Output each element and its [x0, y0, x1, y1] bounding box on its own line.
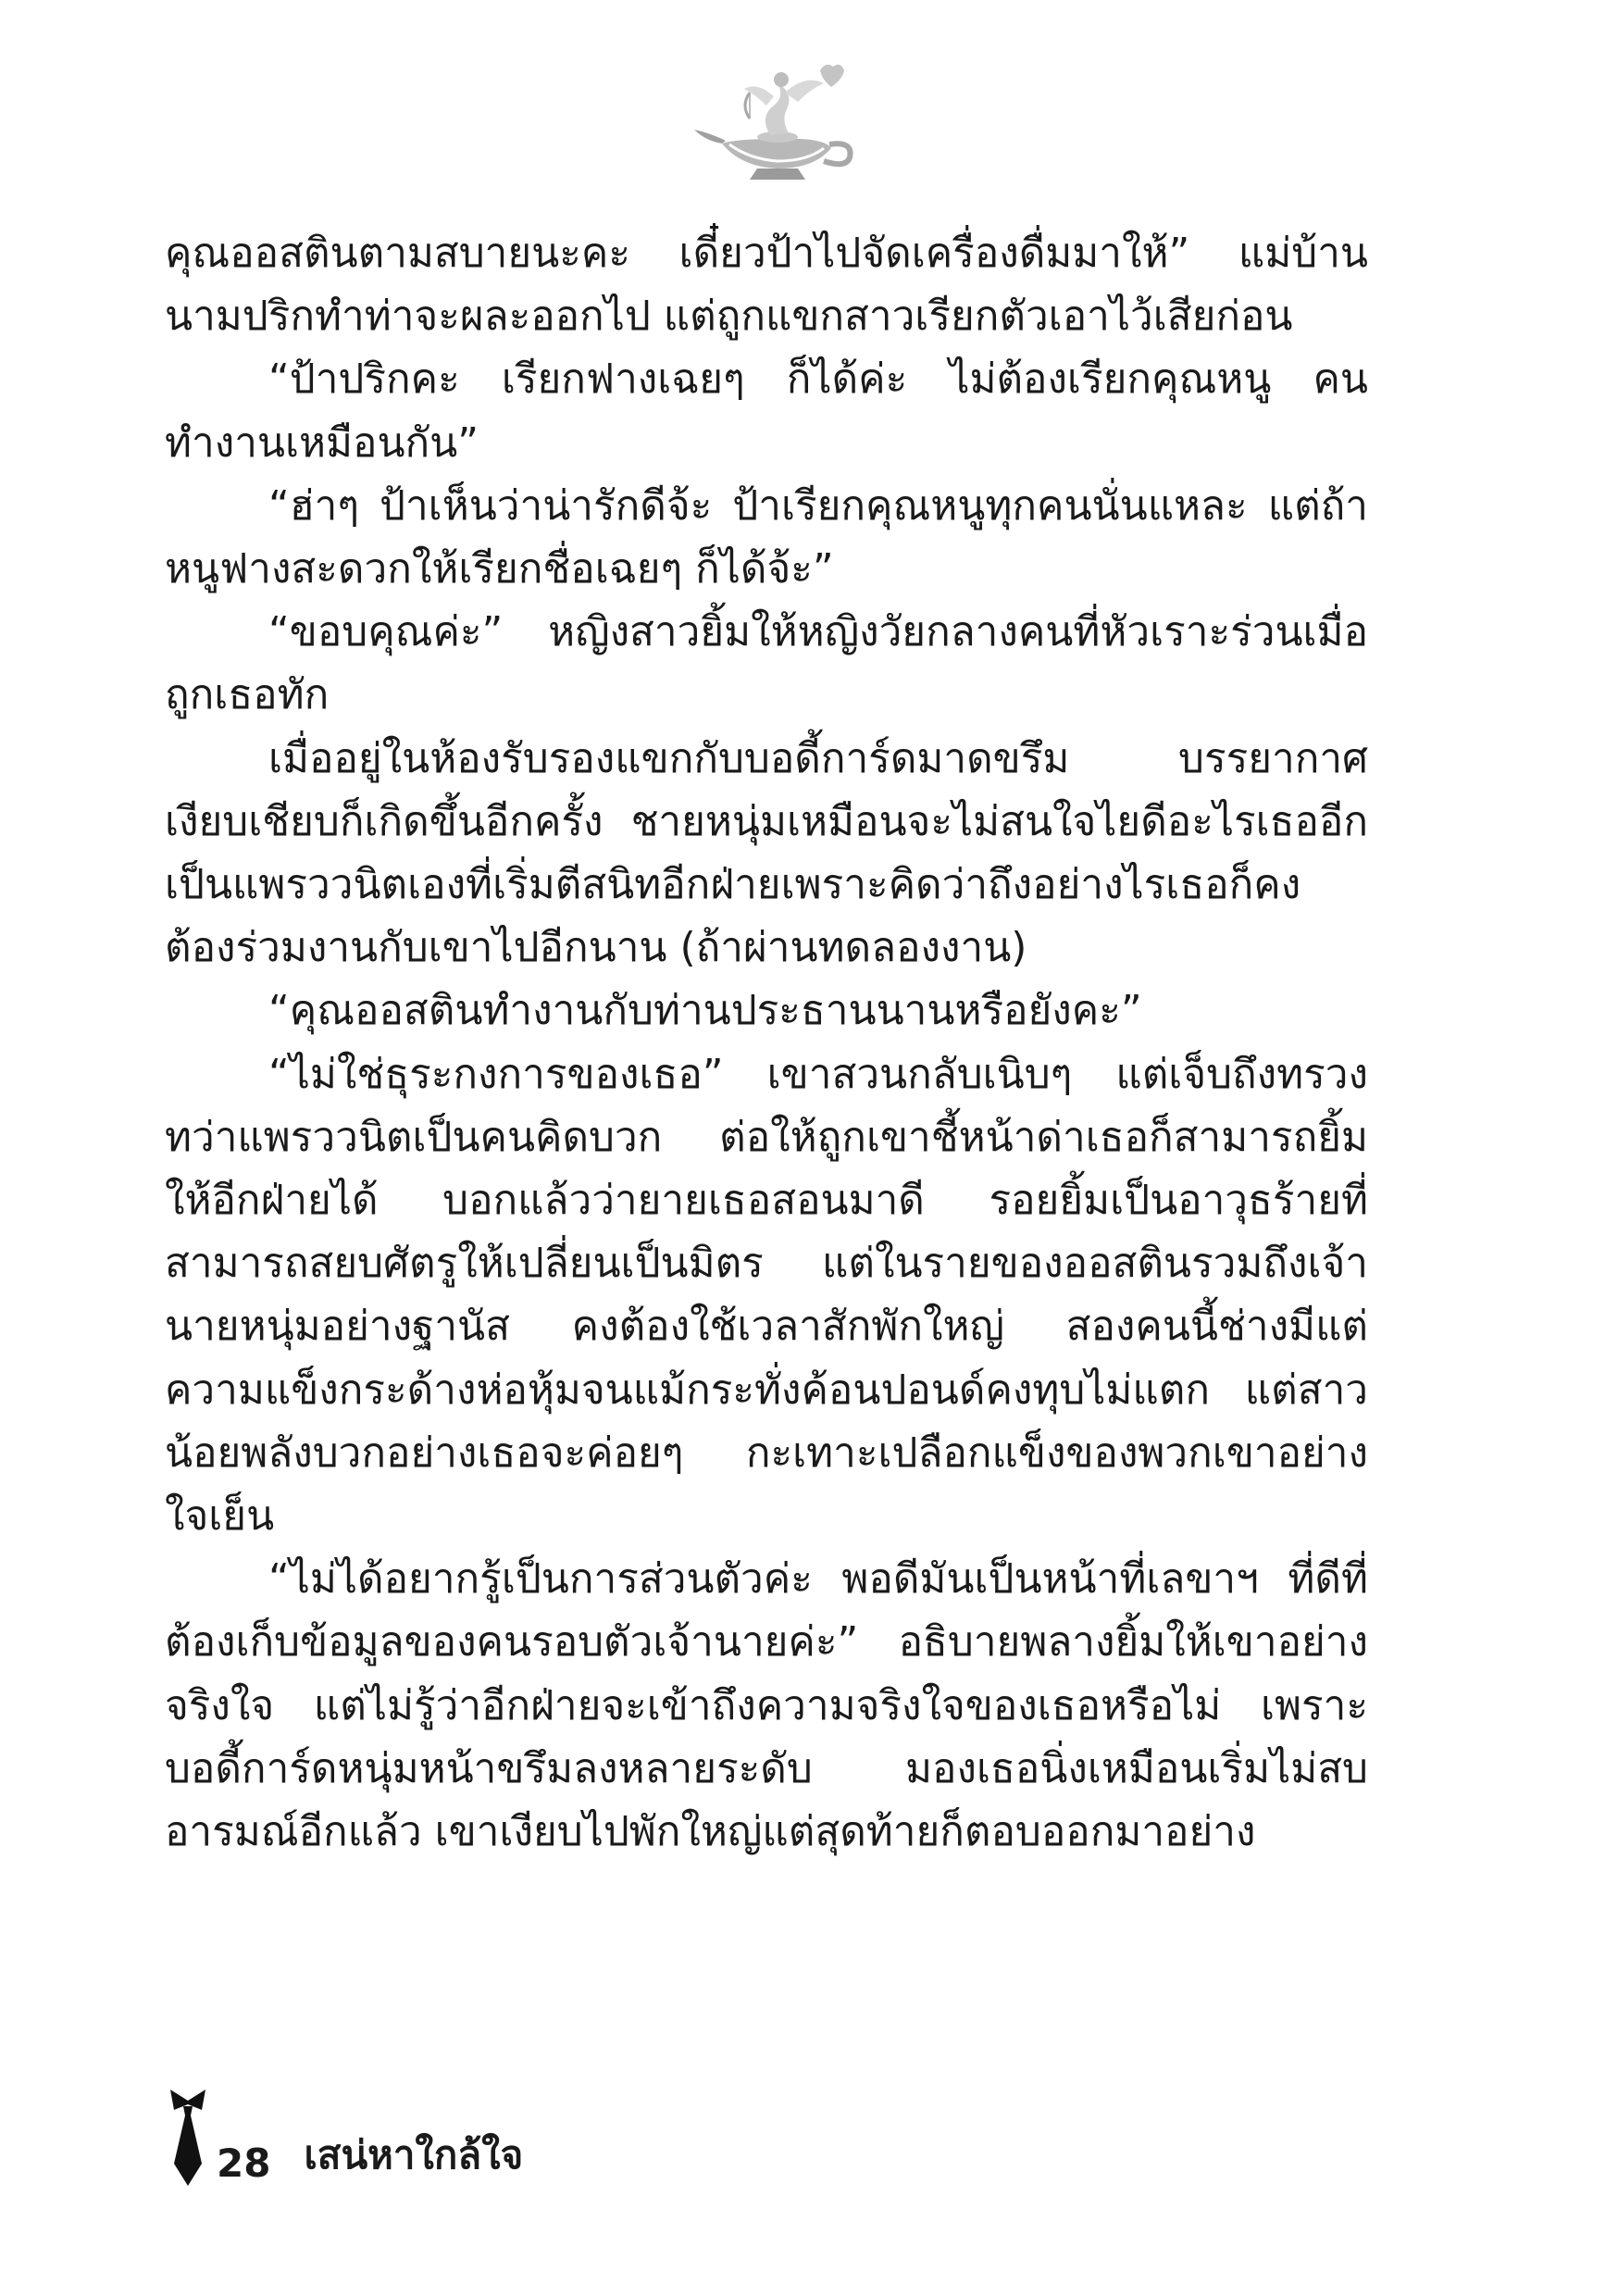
paragraph-1: คุณออสตินตามสบายนะคะ เดี๋ยวป้าไปจัดเครื่องดื่มมาให้” แม่บ้านนามปริกทำท่าจะผละออกไป แต่ถูกแขกสาวเรียกตัวเอาไว้เสียก่อน [165, 230, 1368, 341]
paragraph-2: “ป้าปริกคะ เรียกฟางเฉยๆ ก็ได้ค่ะ ไม่ต้องเรียกคุณหนู คนทำงานเหมือนกัน” [165, 356, 1368, 467]
body-text [165, 222, 1368, 1864]
page-number: 28 [217, 2140, 271, 2186]
paragraph-3: “ฮ่าๆ ป้าเห็นว่าน่ารักดีจ้ะ ป้าเรียกคุณหนูทุกคนนั่นแหละ แต่ถ้าหนูฟางสะดวกให้เรียกชื่อเฉยๆ ก็ได้จ้ะ” [165, 481, 1368, 593]
necktie-icon [165, 2088, 211, 2190]
paragraph-5: เมื่ออยู่ในห้องรับรองแขกกับบอดี้การ์ดมาดขรึม บรรยากาศเงียบเชียบก็เกิดขึ้นอีกครั้ง ชายหนุ่มเหมือนจะไม่สนใจไยดีอะไรเธออีก เป็นแพรววนิตเองที่เริ่มตีสนิทอีกฝ่ายเพราะคิดว่าถึงอย่างไรเธอก็คงต้องร่วมงานกับเขาไปอีกนาน (ถ้าผ่านทดลองงาน) [165, 734, 1368, 972]
paragraph-4: “ขอบคุณค่ะ” หญิงสาวยิ้มให้หญิงวัยกลางคนที่หัวเราะร่วนเมื่อถูกเธอทัก [165, 608, 1368, 719]
paragraph-7: “ไม่ใช่ธุระกงการของเธอ” เขาสวนกลับเนิบๆ แต่เจ็บถึงทรวง ทว่าแพรววนิตเป็นคนคิดบวก ต่อให้ถูกเขาชี้หน้าด่าเธอก็สามารถยิ้มให้อีกฝ่ายได้ บอกแล้วว่ายายเธอสอนมาดี รอยยิ้มเป็นอาวุธร้ายที่สามารถสยบศัตรูให้เปลี่ยนเป็นมิตร แต่ในรายของออสตินรวมถึงเจ้านายหนุ่มอย่างฐานัส คงต้องใช้เวลาสักพักใหญ่ สองคนนี้ช่างมีแต่ความแข็งกระด้างห่อหุ้มจนแม้กระทั่งค้อนปอนด์คงทุบไม่แตก แต่สาวน้อยพลังบวกอย่างเธอจะค่อยๆ กะเทาะเปลือกแข็งของพวกเขาอย่างใจเย็น [165, 1050, 1368, 1541]
page-footer [165, 2088, 905, 2190]
paragraph-6: “คุณออสตินทำงานกับท่านประธานนานหรือยังคะ” [268, 987, 1142, 1035]
cupid-teapot-icon [685, 56, 870, 194]
paragraph-8: “ไม่ได้อยากรู้เป็นการส่วนตัวค่ะ พอดีมันเป็นหน้าที่เลขาฯ ที่ดีที่ต้องเก็บข้อมูลของคนรอบตัวเจ้านายค่ะ” อธิบายพลางยิ้มให้เขาอย่างจริงใจ แต่ไม่รู้ว่าอีกฝ่ายจะเข้าถึงความจริงใจของเธอหรือไม่ เพราะบอดี้การ์ดหนุ่มหน้าขรึมลงหลายระดับ มองเธอนิ่งเหมือนเริ่มไม่สบอารมณ์อีกแล้ว เขาเงียบไปพักใหญ่แต่สุดท้ายก็ตอบออกมาอย่าง [165, 1555, 1368, 1856]
book-title: เสน่หาใกล้ใจ [304, 2132, 524, 2177]
